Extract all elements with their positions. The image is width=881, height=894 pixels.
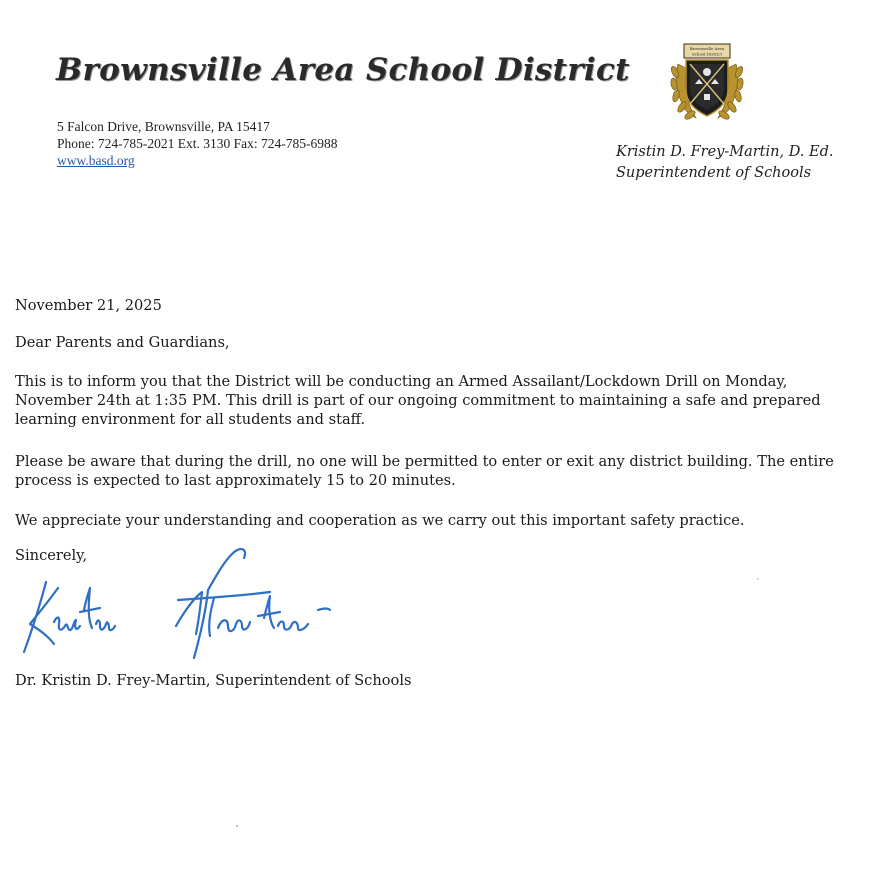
signature-name-title: Dr. Kristin D. Frey-Martin, Superintendent of Schools [15, 672, 412, 689]
scan-speck [236, 825, 238, 827]
letter-closing: Sincerely, [15, 547, 88, 564]
superintendent-name: Kristin D. Frey-Martin, D. Ed. [616, 144, 834, 160]
phone-fax-line: Phone: 724-785-2021 Ext. 3130 Fax: 724-785-6988 [57, 136, 338, 151]
letter-greeting: Dear Parents and Guardians, [15, 334, 230, 351]
contact-block [57, 118, 337, 169]
letter-date: November 21, 2025 [15, 297, 162, 314]
svg-text:School District: School District [691, 51, 723, 57]
superintendent-title: Superintendent of Schools [616, 165, 812, 181]
superintendent-block [616, 142, 834, 184]
address-line: 5 Falcon Drive, Brownsville, PA 15417 [57, 119, 270, 134]
svg-text:Brownsville Area: Brownsville Area [689, 46, 725, 51]
paragraph-building-access: Please be aware that during the drill, no one will be permitted to enter or exit any district building. The entire process is expected to last approximately 15 to 20 minutes. [15, 453, 834, 489]
paragraph-drill-notice: This is to inform you that the District will be conducting an Armed Assailant/Lockdown Drill on Monday, November 24th at 1:35 PM. This drill is part of our ongoing commitment to maintaining a safe and prepared learning environment for all students and staff. [15, 373, 821, 428]
website-link[interactable]: www.basd.org [57, 153, 135, 168]
scan-speck [757, 578, 759, 580]
district-crest-logo [668, 42, 746, 126]
district-name-heading: Brownsville Area School District [56, 52, 630, 88]
paragraph-appreciation: We appreciate your understanding and cooperation as we carry out this important safety practice. [15, 512, 745, 529]
handwritten-signature [18, 540, 338, 670]
